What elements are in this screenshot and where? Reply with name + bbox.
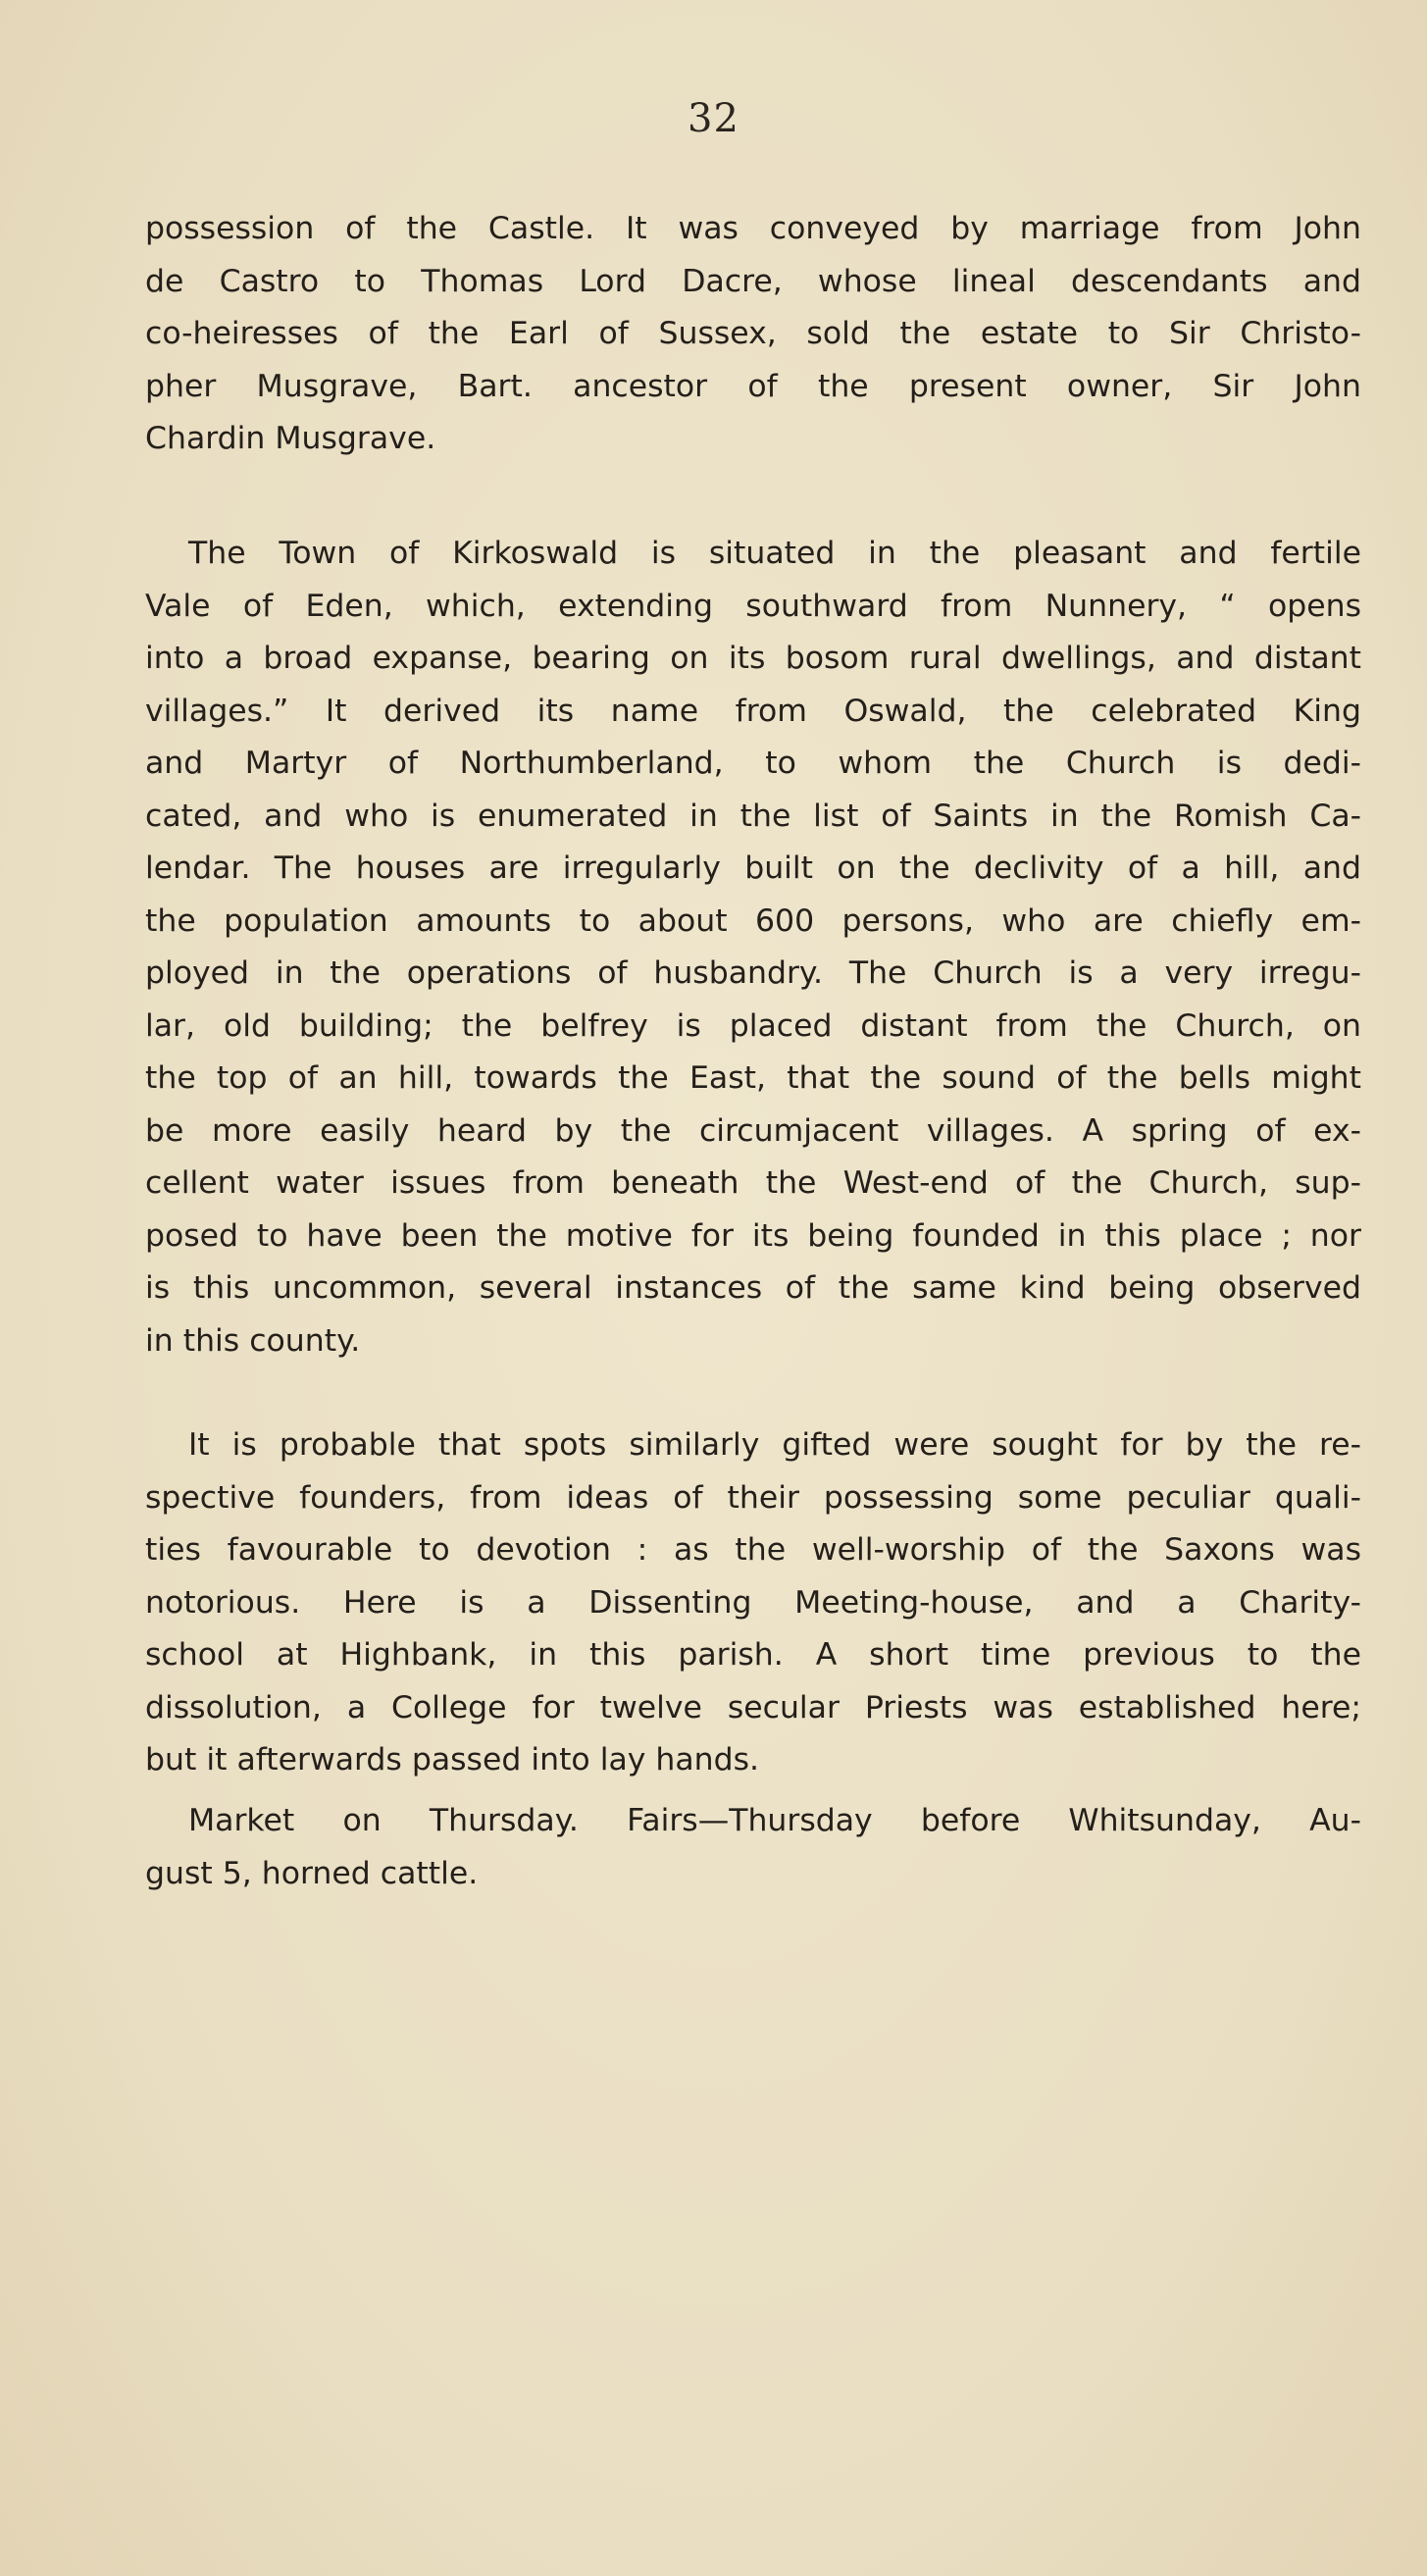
text-line: de Castro to Thomas Lord Dacre, whose lineal descendants and xyxy=(145,263,1361,299)
text-line: lar, old building; the belfrey is placed distant from the Church, on xyxy=(145,1007,1361,1044)
text-line: ployed in the operations of husbandry. The Church is a very irregu- xyxy=(145,955,1361,991)
text-line: spective founders, from ideas of their possessing some peculiar quali- xyxy=(145,1479,1361,1516)
paragraph-3 xyxy=(145,1419,1361,1787)
text-line: the population amounts to about 600 persons, who are chiefly em- xyxy=(145,902,1361,939)
text-line: It is probable that spots similarly gifted were sought for by the re- xyxy=(188,1427,1361,1463)
text-line: notorious. Here is a Dissenting Meeting-house, and a Charity- xyxy=(145,1584,1361,1621)
text-line: in this county. xyxy=(145,1322,361,1359)
page-number: 32 xyxy=(688,96,739,141)
text-line: posed to have been the motive for its being founded in this place ; nor xyxy=(145,1217,1361,1254)
paragraph-2 xyxy=(145,528,1361,1367)
text-line: dissolution, a College for twelve secular Priests was established here; xyxy=(145,1689,1361,1726)
text-line: Vale of Eden, which, extending southward from Nunnery, “ opens xyxy=(145,588,1361,624)
text-line: co-heiresses of the Earl of Sussex, sold the estate to Sir Christo- xyxy=(145,316,1361,351)
text-line: but it afterwards passed into lay hands. xyxy=(145,1742,760,1777)
text-line: pher Musgrave, Bart. ancestor of the present owner, Sir John xyxy=(145,368,1361,404)
paragraph-4 xyxy=(145,1795,1361,1900)
text-line: school at Highbank, in this parish. A short time previous to the xyxy=(145,1637,1361,1673)
text-line: cellent water issues from beneath the West-end of the Church, sup- xyxy=(145,1165,1361,1201)
text-line: villages.” It derived its name from Oswald, the celebrated King xyxy=(145,693,1361,729)
text-line: The Town of Kirkoswald is situated in the pleasant and fertile xyxy=(188,536,1361,571)
text-line: Market on Thursday. Fairs—Thursday before Whitsunday, Au- xyxy=(188,1803,1361,1838)
text-line: into a broad expanse, bearing on its bosom rural dwellings, and distant xyxy=(145,641,1361,676)
text-line: cated, and who is enumerated in the list of Saints in the Romish Ca- xyxy=(145,798,1361,834)
text-line: and Martyr of Northumberland, to whom the Church is dedi- xyxy=(145,746,1361,781)
text-line: lendar. The houses are irregularly built on the declivity of a hill, and xyxy=(145,850,1361,886)
text-line: Chardin Musgrave. xyxy=(145,421,436,456)
text-line: the top of an hill, towards the East, that the sound of the bells might xyxy=(145,1060,1361,1096)
text-line: ties favourable to devotion : as the well-worship of the Saxons was xyxy=(145,1532,1361,1568)
text-line: is this uncommon, several instances of the same kind being observed xyxy=(145,1270,1361,1306)
text-line: possession of the Castle. It was conveyed by marriage from John xyxy=(145,211,1361,246)
text-line: be more easily heard by the circumjacent villages. A spring of ex- xyxy=(145,1112,1361,1149)
paragraph-1 xyxy=(145,203,1361,466)
text-line: gust 5, horned cattle. xyxy=(145,1855,479,1891)
